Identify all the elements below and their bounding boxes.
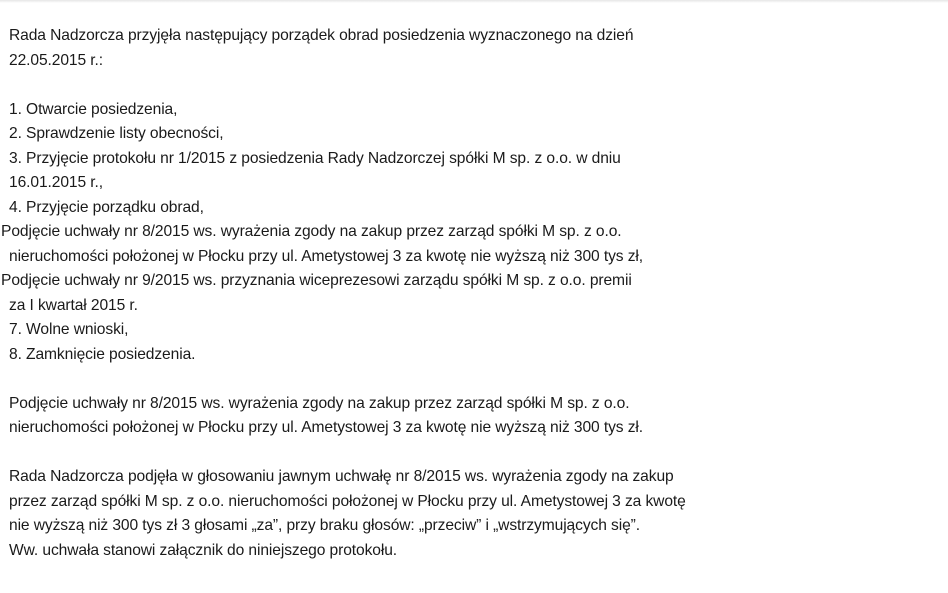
- spacer: [9, 441, 934, 466]
- agenda-item-number: 7.: [9, 321, 22, 338]
- resolution-body-line-4: Ww. uchwała stanowi załącznik do niniejszego protokołu.: [9, 541, 398, 559]
- agenda-item-3: [9, 147, 934, 196]
- protocol-document: [1, 24, 934, 563]
- resolution-body-line-2: przez zarząd spółki M sp. z o.o. nieruchomości położonej w Płocku przy ul. Ametystowej 3 za kwotę: [9, 492, 686, 510]
- agenda-item-text: Przyjęcie porządku obrad,: [26, 198, 204, 216]
- resolution-body-line-1: Rada Nadzorcza podjęła w głosowaniu jawnym uchwałę nr 8/2015 ws. wyrażenia zgody na zakup: [9, 468, 674, 485]
- agenda-item-text: Otwarcie posiedzenia,: [26, 100, 178, 118]
- top-edge-shadow: [0, 0, 948, 3]
- resolution-heading-paragraph: [9, 392, 934, 441]
- agenda-item-text-continued: za I kwartał 2015 r.: [9, 296, 138, 314]
- agenda-item-text-continued: nieruchomości położonej w Płocku przy ul. Ametystowej 3 za kwotę nie wyższą niż 300 tys zł,: [9, 247, 643, 265]
- intro-line-1: Rada Nadzorcza przyjęła następujący porządek obrad posiedzenia wyznaczonego na dzień: [9, 27, 634, 44]
- intro-line-2: 22.05.2015 r.:: [9, 51, 103, 69]
- resolution-body-line-3: nie wyższą niż 300 tys zł 3 głosami „za”, przy braku głosów: „przeciw” i „wstrzymujących się”.: [9, 517, 640, 534]
- agenda-item-1: [9, 98, 934, 123]
- resolution-body-paragraph: [9, 465, 934, 563]
- agenda-item-text: Zamknięcie posiedzenia.: [26, 345, 196, 363]
- resolution-heading-line-1: Podjęcie uchwały nr 8/2015 ws. wyrażenia zgody na zakup przez zarząd spółki M sp. z o.o.: [9, 394, 630, 412]
- agenda-item-number: 8.: [9, 345, 22, 363]
- agenda-item-number: 4.: [9, 198, 22, 216]
- agenda-item-4: [9, 196, 934, 221]
- agenda-item-7: [9, 318, 934, 343]
- agenda-item-text: Sprawdzenie listy obecności,: [26, 125, 224, 142]
- resolution-heading-line-2: nieruchomości położonej w Płocku przy ul. Ametystowej 3 za kwotę nie wyższą niż 300 tys zł.: [9, 419, 643, 436]
- agenda-item-text: Podjęcie uchwały nr 9/2015 ws. przyznania wiceprezesowi zarządu spółki M sp. z o.o. premii: [1, 272, 632, 289]
- intro-paragraph: [9, 24, 934, 73]
- agenda-item-number: 2.: [9, 125, 22, 142]
- spacer: [9, 73, 934, 98]
- agenda-item-text: Przyjęcie protokołu nr 1/2015 z posiedzenia Rady Nadzorczej spółki M sp. z o.o. w dniu: [26, 149, 621, 167]
- agenda-item-text: Wolne wnioski,: [26, 321, 129, 338]
- agenda-item-5: [1, 220, 934, 269]
- agenda-item-text-continued: 16.01.2015 r.,: [9, 174, 103, 191]
- agenda-item-number: 3.: [9, 149, 22, 167]
- spacer: [9, 367, 934, 392]
- agenda-item-number: 1.: [9, 100, 22, 118]
- agenda-list: [1, 98, 934, 368]
- agenda-item-6: [1, 269, 934, 318]
- agenda-item-8: [9, 343, 934, 368]
- agenda-item-text: Podjęcie uchwały nr 8/2015 ws. wyrażenia zgody na zakup przez zarząd spółki M sp. z o.o.: [1, 223, 622, 240]
- agenda-item-2: [9, 122, 934, 147]
